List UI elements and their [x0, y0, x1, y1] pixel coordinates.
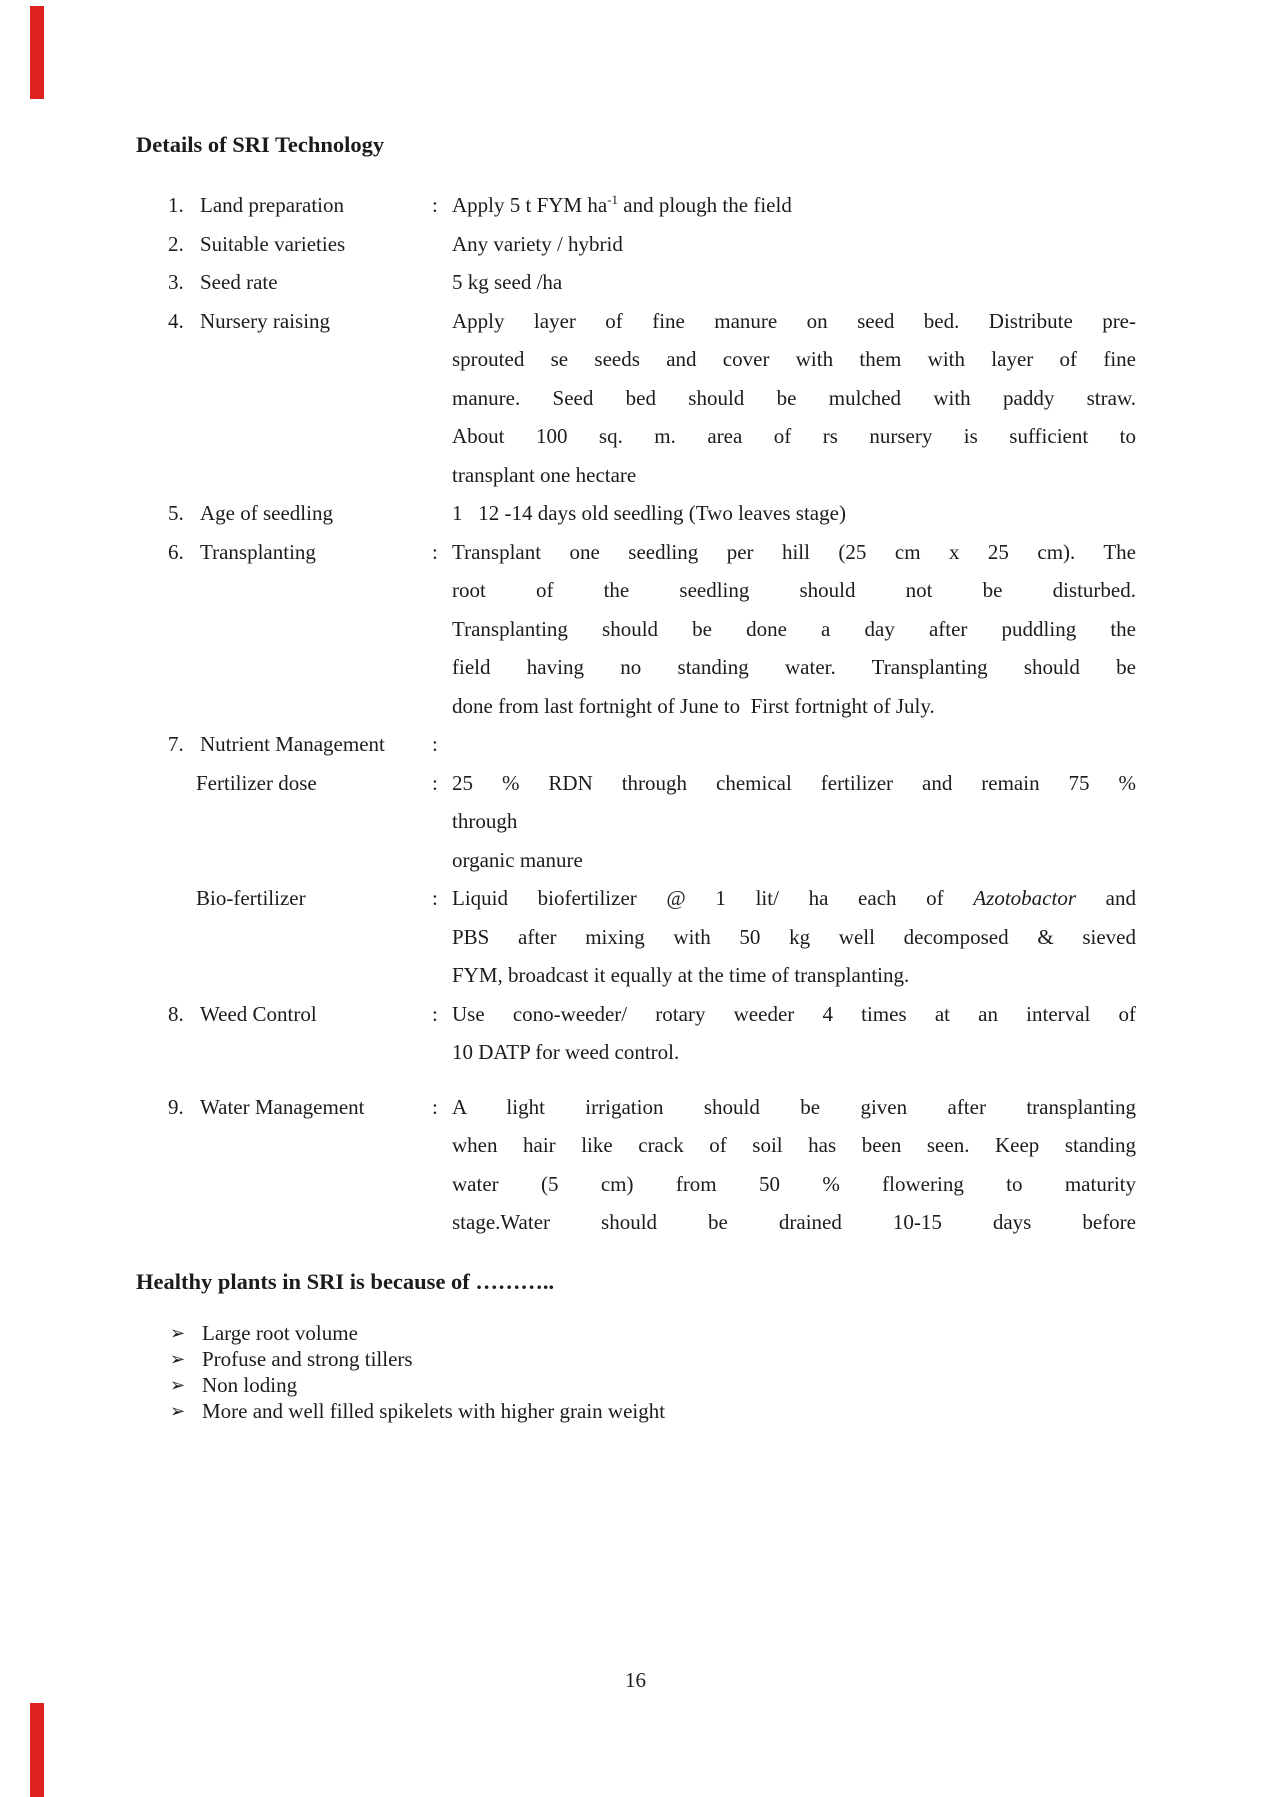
item-number: 2.	[168, 231, 184, 256]
list-item-suitable-varieties	[136, 225, 1140, 264]
description-line: 5 kg seed /ha	[452, 270, 563, 294]
description-line: Transplanting should be done a day after puddling the	[452, 616, 1136, 641]
item-description	[452, 494, 1136, 533]
italic-term: Azotobactor	[973, 886, 1076, 910]
item-number: 1.	[168, 193, 184, 217]
description-line: A light irrigation should be given after transplanting	[452, 1094, 1136, 1119]
bullet-item	[136, 1346, 1140, 1372]
list-item-age-of-seedling	[136, 494, 1140, 533]
item-description	[452, 225, 1136, 264]
item-description	[452, 263, 1136, 302]
description-line: manure. Seed bed should be mulched with paddy straw.	[452, 385, 1136, 410]
bullet-text: Large root volume	[202, 1320, 358, 1345]
bullet-text: Profuse and strong tillers	[202, 1346, 413, 1371]
item-label: Suitable varieties	[200, 231, 346, 256]
desc-text: and plough the field	[618, 193, 792, 217]
description-line: root of the seedling should not be disturbed.	[452, 578, 1136, 602]
bullet-text: Non loding	[202, 1372, 298, 1397]
item-label: Water Management	[200, 1094, 365, 1119]
item-colon: :	[432, 539, 438, 564]
item-label: Weed Control	[200, 1001, 317, 1026]
description-line	[452, 879, 1136, 918]
list-item-water-management	[136, 1088, 1140, 1242]
item-label: Nursery raising	[200, 308, 331, 333]
scan-artifact-red-bar-bottom	[30, 1703, 44, 1797]
description-line: stage.Water should be drained 10-15 days before	[452, 1210, 1136, 1234]
description-line: Transplant one seedling per hill (25 cm x 25 cm). The	[452, 539, 1136, 564]
item-label: Transplanting	[200, 539, 316, 564]
item-colon: :	[432, 193, 438, 217]
item-colon: :	[432, 770, 438, 795]
list-item-transplanting	[136, 533, 1140, 726]
item-number: 4.	[168, 308, 184, 333]
bullet-list	[136, 1320, 1140, 1424]
description-line: 10 DATP for weed control.	[452, 1040, 680, 1064]
item-label: Fertilizer dose	[196, 770, 317, 795]
description-line: sprouted se seeds and cover with them with layer of fine	[452, 347, 1136, 371]
arrow-bullet-icon: ➢	[170, 1348, 186, 1369]
sri-technology-list	[136, 186, 1140, 1242]
item-number: 8.	[168, 1001, 184, 1026]
scan-artifact-red-bar-top	[30, 6, 44, 99]
description-line: Use cono-weeder/ rotary weeder 4 times at an interval of	[452, 1001, 1136, 1026]
arrow-bullet-icon: ➢	[170, 1374, 186, 1395]
list-item-bio-fertilizer	[136, 879, 1140, 995]
description-line: organic manure	[452, 847, 583, 872]
desc-text: Liquid biofertilizer @ 1 lit/ ha each of	[452, 886, 974, 910]
list-item-seed-rate	[136, 263, 1140, 302]
description-line: 25 % RDN through chemical fertilizer and remain 75 %	[452, 770, 1136, 795]
description-line: About 100 sq. m. area of rs nursery is sufficient to	[452, 424, 1136, 448]
item-description	[452, 764, 1136, 880]
item-label: Nutrient Management	[200, 732, 385, 756]
list-item-land-preparation	[136, 186, 1140, 225]
description-line	[452, 186, 1136, 225]
description-line: Any variety / hybrid	[452, 231, 623, 256]
description-line: water (5 cm) from 50 % flowering to maturity	[452, 1171, 1136, 1196]
item-colon: :	[432, 1094, 438, 1119]
page-number: 16	[625, 1668, 646, 1692]
item-description	[452, 186, 1136, 225]
description-line: when hair like crack of soil has been seen. Keep standing	[452, 1133, 1136, 1157]
list-item-weed-control	[136, 995, 1140, 1072]
document-title: Details of SRI Technology	[136, 132, 385, 157]
description-line: 1 12 -14 days old seedling (Two leaves stage)	[452, 501, 846, 525]
item-colon: :	[432, 732, 438, 756]
item-description	[452, 995, 1136, 1072]
bullet-item	[136, 1320, 1140, 1346]
item-description	[452, 879, 1136, 995]
desc-text: Apply 5 t FYM ha	[452, 193, 608, 217]
bullet-item	[136, 1398, 1140, 1424]
description-line: transplant one hectare	[452, 462, 637, 487]
item-description	[452, 302, 1136, 495]
item-number: 9.	[168, 1094, 184, 1119]
item-description	[452, 533, 1136, 726]
item-label: Seed rate	[200, 270, 278, 294]
item-colon: :	[432, 1001, 438, 1026]
page-content	[136, 130, 1140, 1424]
desc-text: and	[1076, 886, 1136, 910]
item-label: Bio-fertilizer	[196, 886, 306, 910]
item-number: 7.	[168, 732, 184, 756]
bullet-text: More and well filled spikelets with higher grain weight	[202, 1398, 666, 1423]
item-label: Land preparation	[200, 193, 345, 217]
arrow-bullet-icon: ➢	[170, 1400, 186, 1421]
item-number: 3.	[168, 270, 184, 294]
list-item-fertilizer-dose	[136, 764, 1140, 880]
item-colon: :	[432, 886, 438, 910]
description-line: FYM, broadcast it equally at the time of transplanting.	[452, 963, 910, 987]
item-label: Age of seedling	[200, 501, 333, 525]
bullet-item	[136, 1372, 1140, 1398]
arrow-bullet-icon: ➢	[170, 1322, 186, 1343]
list-item-nursery-raising	[136, 302, 1140, 495]
description-line: field having no standing water. Transplanting should be	[452, 655, 1136, 679]
item-number: 6.	[168, 539, 184, 564]
list-item-nutrient-management	[136, 725, 1140, 764]
item-description	[452, 1088, 1136, 1242]
healthy-plants-heading: Healthy plants in SRI is because of ………..	[136, 1268, 555, 1294]
description-line: PBS after mixing with 50 kg well decomposed & sieved	[452, 924, 1136, 949]
description-line: through	[452, 809, 518, 833]
description-line: done from last fortnight of June to First fortnight of July.	[452, 693, 935, 718]
superscript: -1	[607, 192, 619, 207]
description-line: Apply layer of fine manure on seed bed. Distribute pre-	[452, 308, 1136, 333]
item-number: 5.	[168, 501, 184, 525]
